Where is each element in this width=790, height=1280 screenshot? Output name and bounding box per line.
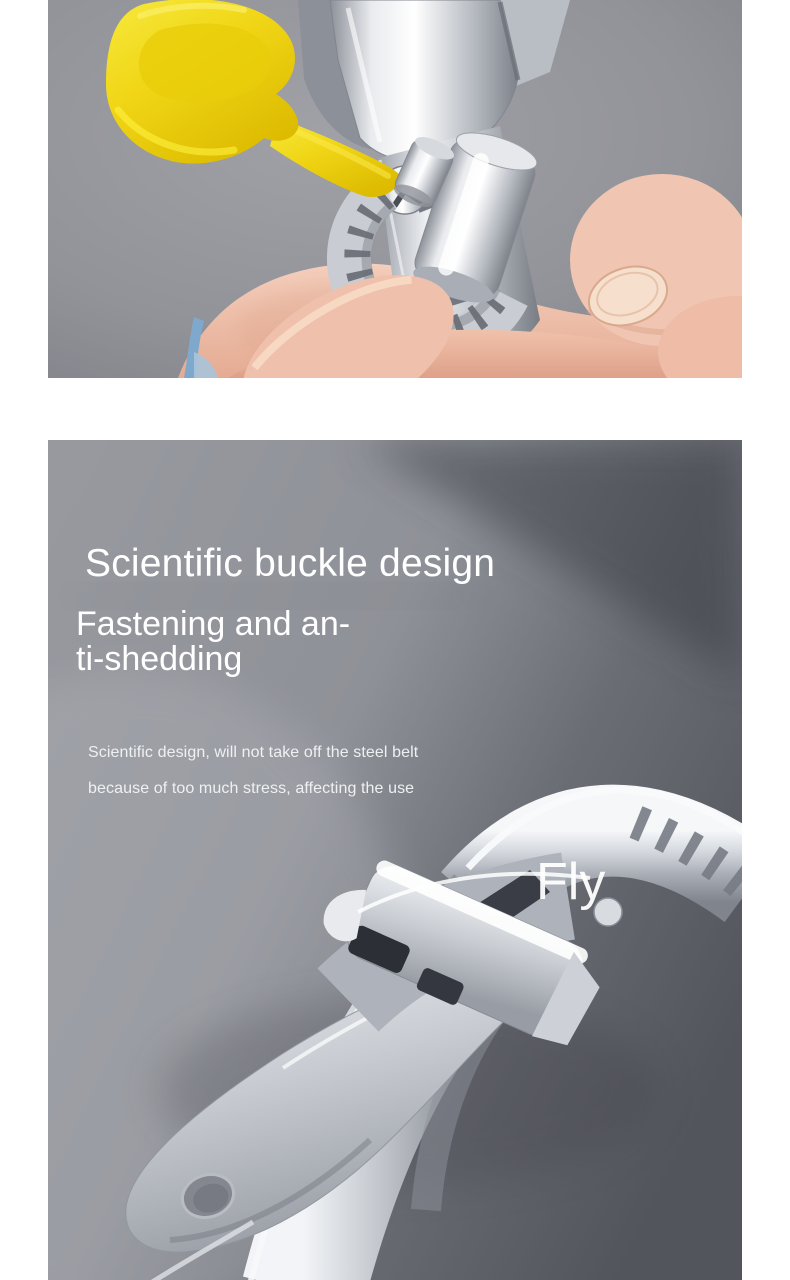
- feature-subtitle-line-1: Fastening and an-: [76, 605, 351, 643]
- feature-body-line-2: because of too much stress, affecting the use: [88, 780, 415, 797]
- hero-photo: [48, 0, 742, 378]
- feature-title: Scientific buckle design: [85, 542, 496, 585]
- hero-photo-illustration: [48, 0, 742, 378]
- blurred-text-remnant: [76, 588, 476, 604]
- feature-body-line-1: Scientific design, will not take off the steel belt: [88, 744, 419, 761]
- feature-subtitle-line-2: ti-shedding: [76, 640, 243, 678]
- yellow-butterfly-key: [106, 0, 298, 164]
- feature-section: [48, 440, 742, 1280]
- feature-subtitle: [76, 607, 350, 677]
- brand-watermark: Fly: [536, 853, 606, 911]
